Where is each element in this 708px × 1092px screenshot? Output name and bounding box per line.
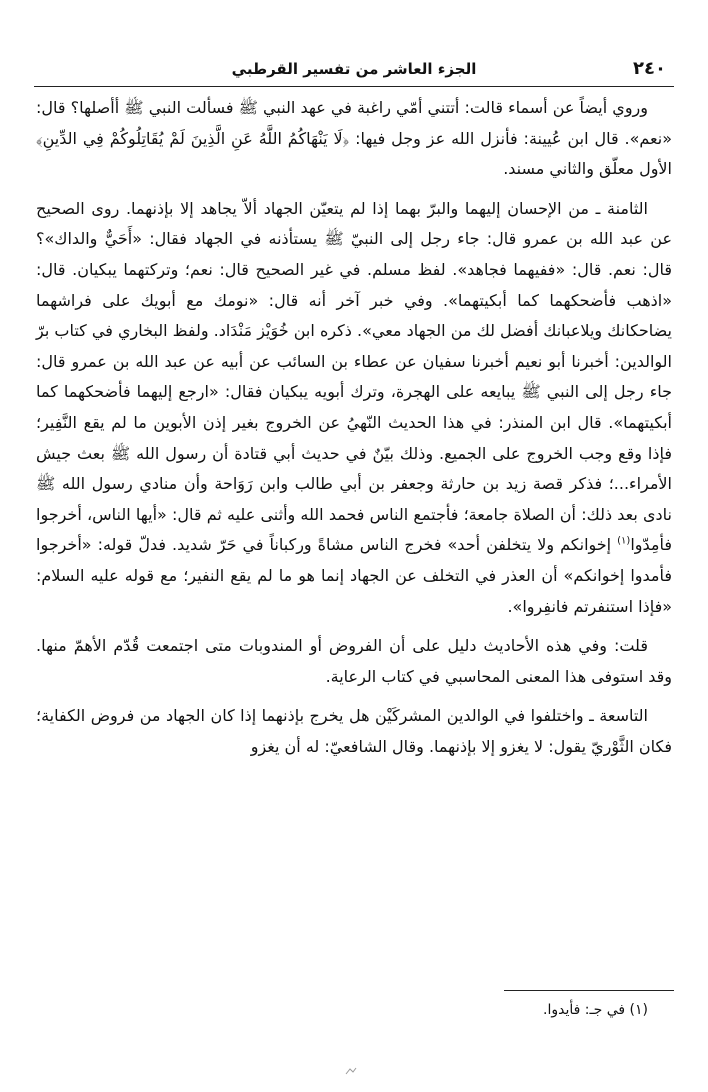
paragraph-qultu: قلت: وفي هذه الأحاديث دليل على أن الفروض أو المندوبات متى اجتمعت قُدّم الأهمّ منها. وقد استوفى هذا المعنى المحاسبي في كتاب الرعاية. [36,636,672,686]
footnote: (١) في جـ: فأيدوا. [543,1002,648,1018]
footnote-marker: (١) [617,535,631,547]
paragraph-eighth-issue-text: الثامنة ـ من الإحسان إليهما والبرّ بهما إذا لم يتعيّن الجهاد ألاّ يجاهد إلا بإذنهما. روى الصحيح عن عبد الله بن عمرو قال: جاء رجل إلى النبيّ ﷺ يستأذنه في الجهاد فقال: «أَحَيٌّ والداك»؟ قال: نعم. قال: «ففيهما فجاهد». لفظ مسلم. في غير الصحيح قال: نعم؛ وتركتهما يبكيان. قال: «اذهب فأضحكهما كما أبكيتهما». وفي خبر آخر أنه قال: «نومك مع أبويك على فراشهما يضاحكانك ويلاعبانك أفضل لك من الجهاد معي». ذكره ابن خُوَيْز مَنْدَاد. ولفظ البخاري في كتاب برّ الوالدين: أخبرنا أبو نعيم أخبرنا سفيان عن عطاء بن السائب عن أبيه عن عبد الله بن عمرو قال: جاء رجل إلى النبي ﷺ يبايعه على الهجرة، وترك أبويه يبكيان فقال: «ارجع إليهما فأضحكهما كما أبكيتهما». قال ابن المنذر: في هذا الحديث النّهيُ عن الخروج بغير إذن الأبوين ما لم يقع النَّفِير؛ فإذا وقع وجب الخروج على الجميع. وذلك بيّنٌ في حديث أبي قتادة أن رسول الله ﷺ بعث جيش الأمراء...؛ فذكر قصة زيد بن حارثة وجعفر بن أبي طالب وابن رَوَاحة وأن منادي رسول الله ﷺ نادى بعد ذلك: أن الصلاة جامعة؛ فأجتمع الناس فحمد الله وأثنى عليه ثم قال: «أيها الناس، أخرجوا فأمِدّوا [36,198,672,555]
header-divider [34,86,674,87]
paragraph-eighth-issue [36,194,672,622]
paragraph-eighth-issue-tail: إخوانكم ولا يتخلفن أحد» فخرج الناس مشاةً وركباناً في حَرّ شديد. فدلّ قوله: «أخرجوا فأمدوا إخوانكم» أن العذر في التخلف عن الجهاد إنما هو ما لم يقع النفير؛ مع قوله عليه السلام: «فإذا استنفرتم فانفِروا». [36,535,672,616]
footnote-divider [504,990,674,991]
paragraph-asma-hadith: وروي أيضاً عن أسماء قالت: أتتني أمّي راغبة في عهد النبي ﷺ فسألت النبي ﷺ أأصلها؟ قال: «نعم». قال ابن عُيينة: فأنزل الله عز وجل فيها: ﴿لَا يَنْهَاكُمُ اللَّهُ عَنِ الَّذِينَ لَمْ يُقَاتِلُوكُمْ فِي الدِّينِ﴾ الأول معلّق والثاني مسند. [36,98,672,179]
page-header [34,48,674,84]
main-text [36,93,672,769]
paragraph-ninth-issue: التاسعة ـ واختلفوا في الوالدين المشركَيْن هل يخرج بإذنهما إذا كان الجهاد من فروض الكفاية؛ فكان الثَّوْريّ يقول: لا يغزو إلا بإذنهما. وقال الشافعيّ: له أن يغزو [36,706,672,756]
page-number: ٢٤٠ [633,58,666,79]
scan-smudge [344,1066,358,1076]
running-title: الجزء العاشر من تفسير القرطبي [231,60,477,78]
